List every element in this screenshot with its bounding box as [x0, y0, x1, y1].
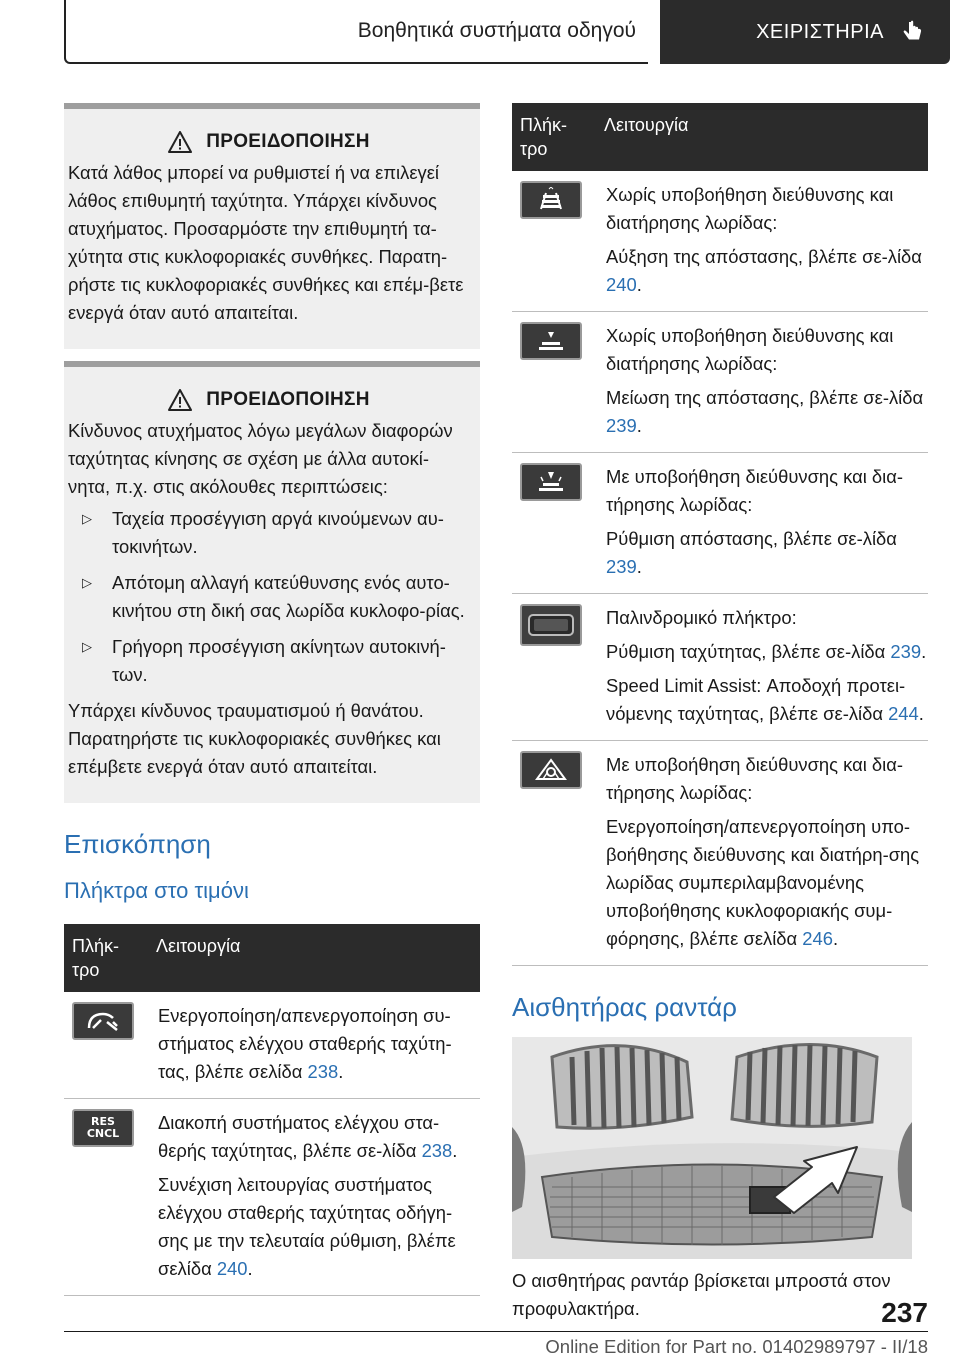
function-text: Με υποβοήθηση διεύθυνσης και δια-τήρησης λωρίδας: [606, 466, 904, 515]
table-row [512, 594, 928, 741]
key-cell [512, 312, 596, 453]
section-heading: Επισκόπηση [64, 829, 211, 859]
distance-decrease-icon [520, 322, 582, 360]
res-cncl-icon [72, 1109, 134, 1147]
key-cell [512, 741, 596, 966]
column-header-key: Πλήκ-τρο [64, 924, 148, 992]
page-reference-link[interactable]: 246 [802, 928, 833, 949]
table-row [512, 453, 928, 594]
hand-pointer-icon [900, 19, 926, 45]
table-row [64, 1099, 480, 1296]
function-cell [596, 312, 928, 453]
subsection-heading: Πλήκτρα στο τιμόνι [64, 878, 249, 903]
radar-caption: Ο αισθητήρας ραντάρ βρίσκεται μπροστά στον προφυλακτήρα. [512, 1270, 891, 1319]
function-text: Χωρίς υποβοήθηση διεύθυνσης και διατήρησης λωρίδας: [606, 325, 894, 374]
page-reference-link[interactable]: 239 [606, 556, 637, 577]
function-text: Αύξηση της απόστασης, βλέπε σε-λίδα 240. [606, 246, 922, 295]
distance-adjust-icon [520, 463, 582, 501]
warning-box-1 [64, 103, 480, 349]
table-row [512, 171, 928, 312]
distance-increase-icon [520, 181, 582, 219]
warning-list [68, 505, 470, 689]
key-cell [512, 453, 596, 594]
function-text: Ρύθμιση απόστασης, βλέπε σε-λίδα 239. [606, 528, 897, 577]
key-cell [512, 171, 596, 312]
list-item: ▷ Γρήγορη προσέγγιση ακίνητων αυτοκινή-των. [68, 633, 470, 689]
page-reference-link[interactable]: 240 [216, 1258, 248, 1279]
warning-title: ΠΡΟΕΙΔΟΠΟΙΗΣΗ [68, 131, 470, 153]
page-number: 237 [881, 1297, 928, 1328]
warning-title: ΠΡΟΕΙΔΟΠΟΙΗΣΗ [68, 389, 470, 411]
chapter-tab[interactable] [660, 0, 950, 64]
edition-footer: Online Edition for Part no. 01402989797 - II/18 [545, 1336, 928, 1357]
table-row [64, 992, 480, 1099]
list-item: ▷ Απότομη αλλαγή κατεύθυνσης ενός αυτο-κινήτου στη δική σας λωρίδα κυκλοφο-ρίας. [68, 569, 470, 625]
front-bumper-radar-photo [512, 1037, 912, 1259]
footer-divider [64, 1331, 928, 1332]
warning-triangle-icon [168, 131, 192, 153]
page-reference-link[interactable]: 240 [606, 274, 637, 295]
page-reference-link[interactable]: 238 [307, 1061, 339, 1082]
warning-box-2 [64, 361, 480, 803]
column-header-function: Λειτουργία [148, 924, 480, 992]
warning-text: Κατά λάθος μπορεί να ρυθμιστεί ή να επιλεγεί λάθος επιθυμητή ταχύτητα. Υπάρχει κίνδυνος ατυχήματος. Προσαρμόστε την επιθυμητή τα-χύτητα στις κυκλοφοριακές συνθήκες. Παρατη-ρήστε τις κυκλοφοριακές συνθήκες και επέμ-βετε ενεργά όταν αυτό απαιτείται. [68, 162, 464, 323]
function-cell [596, 594, 928, 741]
column-header-function: Λειτουργία [596, 103, 928, 171]
function-text: Μείωση της απόστασης, βλέπε σε-λίδα 239. [606, 387, 924, 436]
function-text: Με υποβοήθηση διεύθυνσης και δια-τήρησης λωρίδας: [606, 754, 904, 803]
function-text: Διακοπή συστήματος ελέγχου στα-θερής ταχύτητας, βλέπε σε-λίδα 238. [158, 1112, 458, 1161]
list-item: ▷ Ταχεία προσέγγιση αργά κινούμενων αυ-τοκινήτων. [68, 505, 470, 561]
warning-intro: Κίνδυνος ατυχήματος λόγω μεγάλων διαφορών ταχύτητας κίνησης σε σχέση με άλλα αυτοκί-νητα, π.χ. στις ακόλουθες περιπτώσεις: [68, 420, 453, 497]
function-cell [148, 1099, 480, 1296]
function-text: Ρύθμιση ταχύτητας, βλέπε σε-λίδα 239. [606, 641, 927, 662]
function-cell [148, 992, 480, 1099]
function-text: Speed Limit Assist: Αποδοχή προτει-νόμενης ταχύτητας, βλέπε σε-λίδα 244. [606, 675, 924, 724]
function-cell [596, 171, 928, 312]
rocker-switch-icon [520, 604, 582, 646]
function-cell [596, 453, 928, 594]
page-header [64, 0, 950, 64]
left-column [64, 103, 480, 1296]
function-text: Συνέχιση λειτουργίας συστήματος ελέγχου σταθερής ταχύτητας οδήγη-σης με την τελευταία ρύθμιση, βλέπε σελίδα 240. [158, 1174, 456, 1279]
steering-keys-table-continued [512, 103, 928, 966]
page-reference-link[interactable]: 239 [606, 415, 637, 436]
function-cell [596, 741, 928, 966]
warning-triangle-icon [168, 389, 192, 411]
table-row [512, 312, 928, 453]
chapter-title: ΧΕΙΡΙΣΤΗΡΙΑ [756, 20, 884, 43]
function-text: Ενεργοποίηση/απενεργοποίηση υπο-βοήθησης διεύθυνσης και διατήρη-σης λωρίδας συμπεριλαμβανομένης υποβοήθησης κυκλοφοριακής συμ-φόρησης, βλέπε σελίδα 246. [606, 816, 920, 949]
right-column [512, 103, 928, 1323]
table-row [512, 741, 928, 966]
page-reference-link[interactable]: 244 [888, 703, 919, 724]
key-cell [512, 594, 596, 741]
page-reference-link[interactable]: 238 [421, 1140, 453, 1161]
cruise-control-icon [72, 1002, 134, 1040]
steering-assist-icon [520, 751, 582, 789]
key-cell [64, 1099, 148, 1296]
key-label: RES CNCL [86, 1115, 120, 1140]
steering-keys-table [64, 924, 480, 1296]
section-heading: Αισθητήρας ραντάρ [512, 992, 737, 1022]
function-text: Χωρίς υποβοήθηση διεύθυνσης και διατήρησης λωρίδας: [606, 184, 894, 233]
section-title: Βοηθητικά συστήματα οδηγού [64, 0, 648, 64]
column-header-key: Πλήκ-τρο [512, 103, 596, 171]
function-text: Ενεργοποίηση/απενεργοποίηση συ-στήματος ελέγχου σταθερής ταχύτη-τας, βλέπε σελίδα 238. [158, 1005, 452, 1082]
function-text: Παλινδρομικό πλήκτρο: [606, 607, 797, 628]
page-reference-link[interactable]: 239 [890, 641, 922, 662]
warning-outro: Υπάρχει κίνδυνος τραυματισμού ή θανάτου. Παρατηρήστε τις κυκλοφοριακές συνθήκες και επέμβετε ενεργά όταν αυτό απαιτείται. [68, 700, 441, 777]
key-cell [64, 992, 148, 1099]
